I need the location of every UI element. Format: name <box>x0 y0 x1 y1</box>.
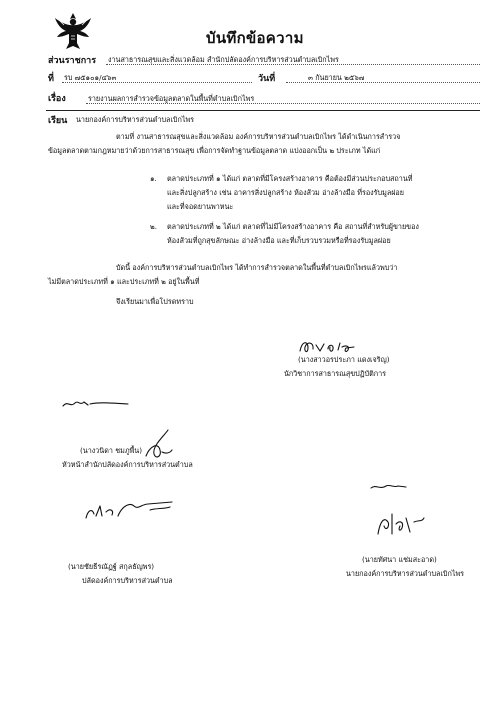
signature-3-title: ปลัดองค์การบริหารส่วนตำบล <box>82 576 173 585</box>
subject-dotline <box>86 103 480 104</box>
item2-number: ๒. <box>150 222 158 231</box>
signature-4-handwriting <box>374 508 428 538</box>
item1-line3: และที่จอดยานพาหนะ <box>167 202 234 211</box>
header-rule <box>46 110 480 111</box>
para1-line2: ข้อมูลตลาดตามกฎหมายว่าด้วยการสาธารณสุข เพื่อการจัดทำฐานข้อมูลตลาด แบ่งออกเป็น ๒ ประเภท ได้แก่ <box>48 146 381 155</box>
signature-1-name: (นางสาวอรประภา แดงเจริญ) <box>298 355 390 364</box>
date-value: ๓ กันยายน ๒๕๖๗ <box>308 73 365 82</box>
para1-line1: ตามที่ งานสาธารณสุขและสิ่งแวดล้อม องค์การบริหารส่วนตำบลเบิกไพร ได้ดำเนินการสำรวจ <box>116 132 401 141</box>
garuda-emblem-icon <box>52 10 94 52</box>
signature-3-handwriting <box>80 498 180 522</box>
item2-line2: ห้องส้วมที่ถูกสุขลักษณะ อ่างล้างมือ และที่เก็บรวบรวมหรือที่รองรับมูลฝอย <box>167 236 391 245</box>
date-dotline <box>286 82 480 83</box>
signature-1-handwriting <box>296 335 366 357</box>
signature-2-name: (นางวนิดา ชมภูพื้น) <box>80 446 143 455</box>
date-label: วันที่ <box>258 74 276 84</box>
para2-line1: บัดนี้ องค์การบริหารส่วนตำบลเบิกไพร ได้ทำการสำรวจตลาดในพื้นที่ตำบลเบิกไพรแล้วพบว่า <box>116 263 398 272</box>
ref-label: ที่ <box>48 74 54 84</box>
para2-line2: ไม่มีตลาดประเภทที่ ๑ และประเภทที่ ๒ อยู่ในพื้นที่ <box>48 277 200 286</box>
agency-dotline <box>106 64 480 65</box>
closing-line: จึงเรียนมาเพื่อโปรดทราบ <box>116 297 194 306</box>
item1-number: ๑. <box>150 174 157 183</box>
signature-2-title: หัวหน้าสำนักปลัดองค์การบริหารส่วนตำบล <box>62 460 193 469</box>
signature-2-initial <box>60 396 132 410</box>
memo-title: บันทึกข้อความ <box>206 29 304 47</box>
item1-line2: และสิ่งปลูกสร้าง เช่น อาคารสิ่งปลูกสร้าง ห้องส้วม อ่างล้างมือ ที่รองรับมูลฝอย <box>167 188 404 197</box>
signature-3-name: (นายชัยธีรณัฏฐ์ สกุลธัญพร) <box>68 562 155 571</box>
item1-line1: ตลาดประเภทที่ ๑ ได้แก่ ตลาดที่มีโครงสร้างอาคาร คือต้องมีส่วนประกอบสถานที่ <box>167 174 413 183</box>
item2-line1: ตลาดประเภทที่ ๒ ได้แก่ ตลาดที่ไม่มีโครงสร้างอาคาร คือ สถานที่สำหรับผู้ขายของ <box>167 222 419 231</box>
signature-4-initial <box>368 480 408 494</box>
ref-value: รบ ๗๕๑๐๑/๔๖๓ <box>64 73 117 82</box>
addressee-label: เรียน <box>48 116 68 126</box>
agency-value: งานสาธารณสุขและสิ่งแวดล้อม สำนักปลัดองค์การบริหารส่วนตำบลเบิกไพร <box>108 55 339 64</box>
signature-4-name: (นายทัศนา แช่มสะอาด) <box>362 555 437 564</box>
agency-label: ส่วนราชการ <box>48 56 97 66</box>
subject-label: เรื่อง <box>48 94 66 104</box>
addressee-value: นายกองค์การบริหารส่วนตำบลเบิกไพร <box>76 115 195 124</box>
signature-4-title: นายกองค์การบริหารส่วนตำบลเบิกไพร <box>346 569 465 578</box>
subject-value: รายงานผลการสำรวจข้อมูลตลาดในพื้นที่ตำบลเบิกไพร <box>88 94 255 103</box>
ref-dotline <box>62 82 252 83</box>
signature-1-title: นักวิชาการสาธารณสุขปฏิบัติการ <box>284 369 387 378</box>
